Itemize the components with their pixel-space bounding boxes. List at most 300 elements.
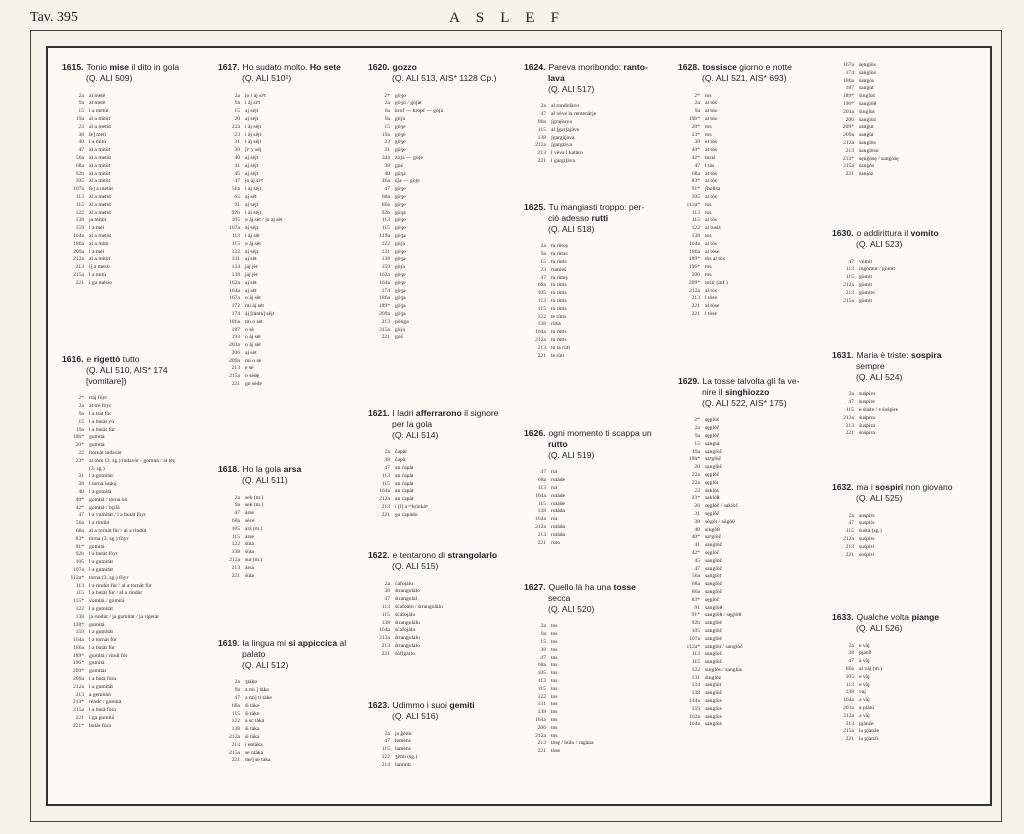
dialect-form: aj sèt [245,256,257,263]
dialect-form: lamìnti [395,761,411,768]
data-row [368,295,518,303]
dialect-form: rutàde [551,492,565,499]
data-row [218,750,368,758]
dialect-form: tos [705,264,712,271]
point-code: 115 [691,659,700,666]
dialect-form: ʃbolìśa [705,186,721,193]
point-code: 172 [231,303,240,310]
point-code: 2a [848,512,854,519]
point-code: 213 [231,365,240,372]
entry-1622 [368,550,518,659]
data-row [832,423,982,431]
dialect-form: el tòs [705,139,717,146]
point-code: 212a [843,414,854,421]
dialect-form: vaj [859,689,866,696]
data-row [62,637,212,645]
dialect-form: tos [551,662,558,669]
dialect-form: śanġòs [859,77,875,84]
point-code: 138 [231,549,240,556]
point-code: 138 [231,726,240,733]
point-code: 2a [540,103,546,110]
dialect-form: al a mitùt [89,115,111,122]
data-row [832,156,982,164]
data-row [524,701,674,709]
point-code: 45 [694,557,700,564]
data-row [678,116,828,124]
point-code: 159 [691,705,700,712]
entry-number: 1624. [524,62,546,72]
point-code: 80a [691,588,700,595]
dialect-form: sanglòč [705,448,723,455]
point-code: 2a [694,425,700,432]
dialect-form: la pjànźe [859,728,880,735]
dialect-form: gòmit [859,274,873,281]
point-code: 31 [384,147,390,154]
page-title: ASLEF [449,10,575,26]
point-code: 9a [384,115,390,122]
point-code: 47 [848,258,854,265]
dialect-form: l a butà fòra [89,676,116,683]
dialect-form: l a butàt fòyr [89,551,118,558]
point-code: 212a [689,287,700,294]
dialect-form: sek (m.) [245,502,264,509]
dialect-form: sanglòč [705,581,723,588]
data-row [62,528,212,536]
source-reference: (Q. ALI 509) [86,72,133,83]
data-row [218,194,368,202]
data-row [218,334,368,342]
point-code: 112a* [686,201,700,208]
point-code: 22 [78,449,84,456]
point-code: 209a [843,132,854,139]
point-code: 2a [694,100,700,107]
heading-line [62,365,212,376]
point-code: 40* [691,147,700,154]
point-code: 68a [231,517,240,524]
entry-1624 [524,62,674,166]
data-row [218,116,368,124]
data-row [368,256,518,264]
dialect-form: al metè [89,92,106,99]
data-row [62,217,212,225]
point-code: 134 [691,682,700,689]
dialect-form: aj sèjt [245,201,259,208]
point-code: 174 [845,69,854,76]
heading-line [524,593,674,604]
dialect-form: al a metùt [89,232,112,239]
data-row [218,342,368,350]
data-row [218,225,368,233]
data-row [218,557,368,565]
point-code: 19a [75,115,84,122]
point-code: 213* [842,155,854,162]
dialect-form: gomità / bçilà [89,504,120,511]
dialect-form: l a gomitàt [89,473,113,480]
dialect-form: śćafoàlu / śtrangolàlu [395,603,443,610]
dialect-form: te rùtis [551,313,567,320]
data-row [62,116,212,124]
point-code: 164a [843,697,854,704]
point-code: 206 [537,724,546,731]
data-row [678,511,828,519]
point-code: 201a [843,704,854,711]
point-code: 56a [75,154,84,161]
dialect-form: sanglòś [705,635,722,642]
data-row [62,544,212,552]
entry-1633 [832,612,982,744]
heading-line [832,361,982,372]
data-row [832,399,982,407]
point-code: 164a [379,279,390,286]
entry-number: 1628. [678,62,700,72]
data-row [524,251,674,259]
point-code: 113 [75,193,84,200]
dialect-form: ja ġèmi [395,730,412,737]
dialect-form: suśpìro [859,391,876,398]
data-row [62,699,212,707]
point-code: 115 [537,685,546,692]
dialect-form: śi tàke [245,702,260,709]
data-row [62,108,212,116]
heading-line [368,62,518,73]
point-code: 138 [537,508,546,515]
point-code: 221 [75,715,84,722]
data-row [524,298,674,306]
point-code: 47 [848,520,854,527]
dialect-form: gòmito [859,289,875,296]
entry-heading [62,354,212,386]
data-row [524,306,674,314]
entry-1618 [218,464,368,580]
point-code: 115 [845,406,854,413]
dialect-form: śanglòs [859,139,876,146]
data-row [832,705,982,713]
data-row [218,757,368,765]
data-row [368,327,518,335]
dialect-form: pjànźe [859,720,874,727]
dialect-form: śʃa — gòʃe [395,178,420,185]
point-code: 138 [845,689,854,696]
data-row [678,542,828,550]
data-row [218,687,368,695]
entry-1628 [678,62,828,319]
point-code: 9a [78,100,84,107]
dialect-form: ja mitùt [89,217,107,224]
point-code: 113 [537,484,546,491]
source-reference: (Q. ALI 520) [548,603,595,614]
point-code: 92b [381,209,390,216]
point-code: 105 [75,559,84,566]
dialect-form: gòʒe [395,248,406,255]
dialect-form: saklòθ [705,495,720,502]
data-row [218,210,368,218]
dialect-form: sanglòs [705,705,722,712]
data-row [62,442,212,450]
point-code: 9a [694,432,700,439]
source-reference: (Q. ALI 513, AIS* 1128 Cp.) [392,72,497,83]
point-code: 68a [537,662,546,669]
point-code: 159 [75,225,84,232]
dialect-form: al a metùt [89,209,112,216]
data-row [368,116,518,124]
point-code: 22a [231,123,240,130]
heading-line [832,350,982,361]
data-row [678,178,828,186]
dialect-form: singòθ [705,526,720,533]
dialect-form: gòʒe [395,123,406,130]
point-code: 107a [229,225,240,232]
point-code: 47 [78,512,84,519]
point-code: 174 [231,310,240,317]
data-row [678,620,828,628]
data-row [368,596,518,604]
data-row [368,108,518,116]
dialect-form: rumièś [551,266,567,273]
data-row [524,127,674,135]
dialect-form: tòrna (3. sg.) fòyr [89,535,129,542]
dialect-form: al tòse [705,248,720,255]
point-code: 213 [75,691,84,698]
point-code: 105 [537,290,546,297]
data-row [62,473,212,481]
entry-1630 [832,228,982,305]
point-code: 212a [229,556,240,563]
data-row [832,536,982,544]
dialect-form: la pjànźi [859,736,879,743]
entry-1631 [832,350,982,438]
data-row [368,210,518,218]
point-code: 209* [842,124,854,131]
point-code: 68a [75,527,84,534]
data-row [524,694,674,702]
data-row [218,373,368,381]
point-code: 164a [535,329,546,336]
data-row [218,718,368,726]
point-code: 91* [691,612,700,619]
data-row [832,520,982,528]
heading-line [524,73,674,84]
point-code: 213 [381,318,390,325]
point-code: 40 [694,526,700,533]
data-row [678,417,828,425]
dialect-form: śanglòso [859,147,879,154]
dialect-form: an ćapàt [395,496,414,503]
point-code: 138 [381,256,390,263]
data-row [678,272,828,280]
data-row [62,147,212,155]
dialect-form: al a metùt [89,193,112,200]
data-row [678,311,828,319]
point-code: 221 [231,757,240,764]
sentence-text: per la gola [392,418,433,429]
data-row [678,303,828,311]
data-row [678,589,828,597]
point-code: 186a [689,248,700,255]
dialect-form: ćapàr [395,449,408,456]
point-code: 83* [691,596,700,603]
entry-1632 [832,482,982,559]
dialect-form: l ga mėsio [89,279,112,286]
data-row [524,135,674,143]
dialect-form: zòʃa — gòʃe [395,154,423,161]
entry-number: 1616. [62,354,84,364]
data-row [524,516,674,524]
data-row [218,272,368,280]
data-row [678,682,828,690]
dialect-form: aj sèt [245,349,257,356]
dialect-form: arś (m.) [245,525,263,532]
point-code: 213 [845,147,854,154]
dialect-form: śęnglòs [859,62,876,68]
point-code: 68a [231,702,240,709]
heading-line [62,376,212,387]
point-code: 209a [73,676,84,683]
data-row [678,171,828,179]
dialect-form: gòmit [859,281,873,288]
data-row [524,631,674,639]
point-code: 19a [381,131,390,138]
data-row [62,241,212,249]
dialect-form: aj sèjt [245,115,259,122]
source-reference: (Q. ALI 514) [392,429,439,440]
dialect-form: rut [551,516,558,523]
source-reference: (Q. ALI 517) [548,83,595,94]
point-code: 213 [845,422,854,429]
data-row [524,259,674,267]
sentence-text: sempre [856,360,885,371]
dialect-form: aj sèjt [245,225,259,232]
point-code: 47 [848,658,854,665]
point-code: 68a [75,162,84,169]
data-row [678,698,828,706]
data-row [678,667,828,675]
entry-number: 1625. [524,202,546,212]
point-code: 38 [384,457,390,464]
point-code: 23 [234,131,240,138]
dialect-form: gòʃa [395,264,405,271]
point-code: 221 [691,310,700,317]
point-code: 2a [384,449,390,456]
point-code: 38 [540,646,546,653]
dialect-form: me] se tàka [245,757,271,764]
data-row [368,264,518,272]
data-row [368,124,518,132]
data-row [678,155,828,163]
point-code: 115 [691,217,700,224]
data-row [832,62,982,70]
data-row [524,243,674,251]
data-row [218,93,368,101]
point-code: 113 [691,651,700,658]
data-row [62,715,212,723]
data-row [368,311,518,319]
heading-line [218,638,368,649]
point-code: 2a [78,92,84,99]
dialect-form: gòʒo [395,92,406,99]
point-code: 213 [537,344,546,351]
point-code: 56a [231,186,240,193]
dialect-form: tos [551,638,558,645]
point-code: 68a [381,193,390,200]
data-row [62,512,212,520]
data-row [678,249,828,257]
sentence-text: Pareva moribondo: [548,62,624,72]
keyword: ranto- [623,62,648,72]
entry-number: 1622. [368,550,390,560]
point-code: 212a [843,139,854,146]
dialect-form: sanglòč [705,659,723,666]
entry-heading [678,62,828,84]
data-row [368,651,518,659]
data-row [218,502,368,510]
data-row [218,147,368,155]
dialect-form: ga ćapàdo [395,511,418,518]
data-row [218,303,368,311]
heading-line [678,62,828,73]
sentence-text: ciò adesso [548,212,592,223]
data-row [218,139,368,147]
page-header [30,10,994,30]
data-row [524,150,674,158]
data-row [62,458,212,466]
data-row [62,520,212,528]
data-row [218,381,368,389]
dialect-form: sanglòθ [705,604,723,611]
data-row [678,597,828,605]
entry-heading [832,612,982,634]
dialect-form: i [l] a ᵈᵉbrìnkàⁿ [395,503,428,510]
dialect-form: al vàj (m.) [859,665,883,672]
point-code: 164a [535,516,546,523]
heading-line [678,387,828,398]
data-row [218,163,368,171]
dialect-form: o àj sèt [245,342,261,349]
point-code: 47 [234,178,240,185]
data-row [524,142,674,150]
point-code: 26 [694,503,700,510]
data-row [368,147,518,155]
point-code: 105 [691,193,700,200]
data-row [62,194,212,202]
dialect-form: a mi] ti tàke [245,694,272,701]
data-row [832,290,982,298]
dialect-form: vomità / gomità [89,598,125,605]
point-code: 113 [381,603,390,610]
point-code: 215a [843,297,854,304]
data-row [62,272,212,280]
dialect-form: o àj sèt [245,240,261,247]
dialect-form: ʒèmi (sg.) [395,753,418,760]
point-code: 134 [231,264,240,271]
point-code: 138 [537,321,546,328]
point-code: 2a [234,679,240,686]
dialect-form: tos [551,693,558,700]
dialect-form: gòʒa [395,295,406,302]
data-row [62,419,212,427]
dialect-form: l a gumitàt [89,683,113,690]
entry-1615 [62,62,212,288]
dialect-form: i] a mesò [89,264,110,271]
dialect-form: al tòse [705,303,720,310]
point-code: 189* [378,303,390,310]
data-row [678,675,828,683]
point-code: 213 [537,531,546,538]
entry-heading [368,550,518,572]
point-code: 38 [848,650,854,657]
keyword: gozzo [392,62,417,72]
point-code: 122 [75,209,84,216]
point-code: 189* [842,93,854,100]
